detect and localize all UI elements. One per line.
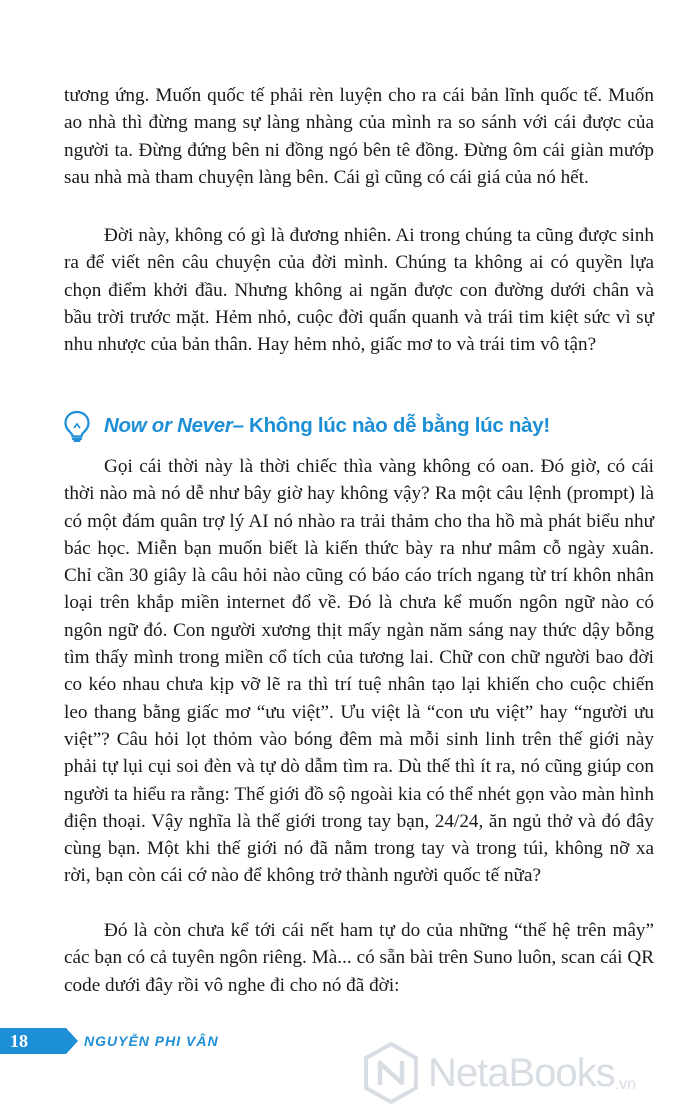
lightbulb-icon bbox=[62, 410, 92, 442]
paragraph-2 bbox=[64, 222, 654, 358]
paragraph-3-text: Gọi cái thời này là thời chiếc thìa vàng không có oan. Đó giờ, có cái thời nào mà nó dễ như bây giờ hay không vậy? Ra một câu lệnh (prompt) là có một đám quân trợ lý AI nó nhào ra trải thảm cho tha hồ mà phát biểu như bác học. Miễn bạn muốn biết là kiến thức bày ra như mâm cỗ ngày xuân. Chỉ cần 30 giây là câu hỏi nào cũng có báo cáo trích ngang từ trí khôn nhân loại trên khắp miền internet đổ về. Đó là chưa kể muốn ngôn ngữ nào có ngôn ngữ đó. Con người xương thịt mấy ngàn năm sáng nay thức dậy bỗng tìm thấy mình trong miền cổ tích của tương lai. Chữ con chữ người bao đời co kéo nhau chưa kịp vỡ lẽ ra thì trí tuệ nhân tạo lại khiến cho cuộc chiến leo thang bằng giấc mơ “ưu việt”. Ưu việt là “con ưu việt” hay “người ưu việt”? Câu hỏi lọt thỏm vào bóng đêm mà mỗi sinh linh trên thế giới này phải tự lụi cụi soi đèn và tự dò dẫm tìm ra. Dù thế thì ít ra, nó cũng giúp con người ta hiểu ra rằng: Thế giới đồ sộ ngoài kia có thể nhét gọn vào màn hình điện thoại. Vậy nghĩa là thế giới trong tay bạn, 24/24, ăn ngủ thở và đó đây cùng bạn. Một khi thế giới nó đã nằm trong tay và trong túi, không nỡ xa rời, bạn còn cái cớ nào để không trở thành người quốc tế nữa? bbox=[64, 456, 654, 887]
paragraph-2-text: Đời này, không có gì là đương nhiên. Ai trong chúng ta cũng được sinh ra để viết nên câu chuyện của đời mình. Chúng ta không ai có quyền lựa chọn điểm khởi đầu. Nhưng không ai ngăn được con đường dưới chân và bầu trời trước mặt. Hẻm nhỏ, cuộc đời quẩn quanh và trái tim kiệt sức vì sự nhu nhược của bản thân. Hay hẻm nhỏ, giấc mơ to và trái tim vô tận? bbox=[64, 225, 654, 356]
watermark bbox=[362, 1038, 692, 1108]
heading-english: Now or Never bbox=[104, 414, 233, 437]
page-number: 18 bbox=[10, 1031, 28, 1051]
section-heading bbox=[62, 410, 662, 442]
watermark-brand: NetaBooks bbox=[428, 1050, 615, 1095]
paragraph-1-text: tương ứng. Muốn quốc tế phải rèn luyện cho ra cái bản lĩnh quốc tế. Muốn ao nhà thì đừng mang sự làng nhàng của mình ra so sánh với cái được của người ta. Đừng đứng bên ni đồng ngó bên tê đồng. Đừng ôm cái giàn mướp sau nhà mà tham chuyện làng bên. Cái gì cũng có cái giá của nó hết. bbox=[64, 85, 654, 188]
paragraph-1 bbox=[64, 82, 654, 191]
paragraph-4 bbox=[64, 917, 654, 999]
heading-vietnamese: – Không lúc nào dễ bằng lúc này! bbox=[232, 414, 550, 437]
paragraph-4-text: Đó là còn chưa kể tới cái nết ham tự do của những “thế hệ trên mây” các bạn có cả tuyên ngôn riêng. Mà... có sẵn bài trên Suno luôn, scan cái QR code dưới đây rồi vô nghe đi cho nó đã đời: bbox=[64, 920, 654, 996]
paragraph-3 bbox=[64, 453, 654, 890]
netabooks-logo-icon bbox=[362, 1041, 420, 1105]
watermark-tld: .vn bbox=[614, 1076, 637, 1093]
author-name: NGUYỄN PHI VÂN bbox=[84, 1033, 219, 1049]
